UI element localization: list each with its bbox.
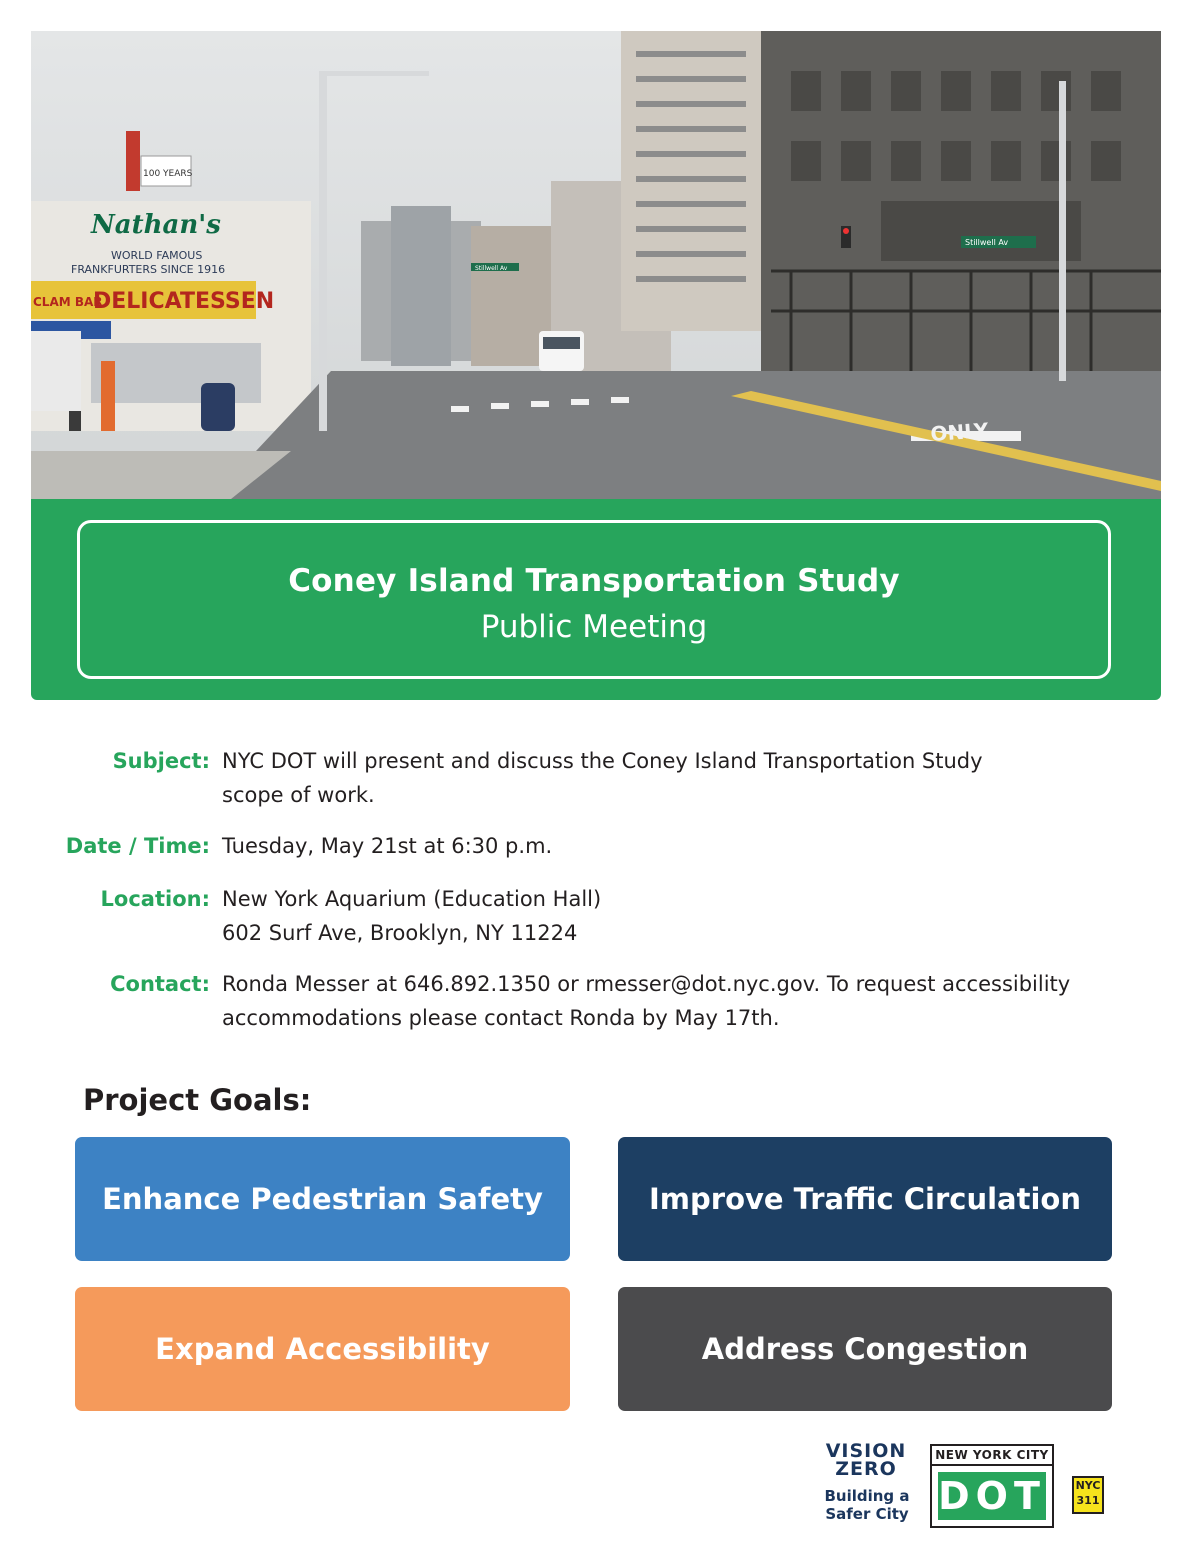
vision-zero-tagline-2: Safer City (825, 1505, 909, 1523)
detail-line: NYC DOT will present and discuss the Coney Island Transportation Study (222, 749, 983, 773)
detail-label: Contact: (110, 972, 210, 996)
detail-line: Tuesday, May 21st at 6:30 p.m. (222, 834, 553, 858)
street-photo (31, 31, 1161, 499)
vision-zero-word-1: VISION (825, 1440, 907, 1462)
sign-nathans: Nathan's (91, 210, 221, 240)
detail-line: scope of work. (222, 783, 375, 807)
detail-label: Subject: (112, 749, 210, 773)
sign-world-famous: WORLD FAMOUS (111, 249, 203, 262)
nyc-dot-logo (930, 1444, 1054, 1528)
sign-delicatessen: DELICATESSEN (93, 289, 275, 314)
detail-line: 602 Surf Ave, Brooklyn, NY 11224 (222, 921, 578, 945)
nyc-311-logo (1072, 1476, 1104, 1514)
goal-pedestrian-safety: Enhance Pedestrian Safety (75, 1137, 570, 1261)
dot-mark: DOT (938, 1474, 1046, 1518)
detail-line: New York Aquarium (Education Hall) (222, 887, 602, 911)
detail-value (222, 829, 1162, 863)
nyc311-line-1: NYC (1075, 1479, 1101, 1492)
goal-accessibility: Expand Accessibility (75, 1287, 570, 1411)
dot-header: NEW YORK CITY (932, 1446, 1052, 1466)
nyc311-line-2: 311 (1076, 1494, 1100, 1507)
street-photo-icon (31, 31, 1161, 499)
detail-value (222, 967, 1162, 1035)
vision-zero-word-2: ZERO (835, 1458, 897, 1480)
title-frame (77, 520, 1111, 679)
footer-logos (818, 1442, 1118, 1552)
project-goals-heading: Project Goals: (83, 1083, 312, 1117)
detail-value (222, 882, 1162, 950)
road-marking-only: ONLY (929, 418, 990, 446)
vision-zero-tagline-1: Building a (824, 1487, 910, 1505)
detail-value (222, 744, 1162, 812)
goal-traffic-circulation: Improve Traffic Circulation (618, 1137, 1112, 1261)
detail-line: accommodations please contact Ronda by May 17th. (222, 1006, 780, 1030)
detail-line: Ronda Messer at 646.892.1350 or rmesser@dot.nyc.gov. To request accessibility (222, 972, 1071, 996)
goal-congestion: Address Congestion (618, 1287, 1112, 1411)
title-banner (31, 499, 1161, 700)
street-sign-text: Stillwell Av (965, 238, 1009, 247)
page-subtitle: Public Meeting (480, 609, 708, 645)
street-sign-small: Stillwell Av (475, 265, 508, 272)
sign-clam-bar: CLAM BAR (33, 295, 103, 309)
detail-label: Date / Time: (65, 834, 210, 858)
vision-zero-tagline (822, 1487, 912, 1523)
detail-label: Location: (100, 887, 210, 911)
vision-zero-logo (822, 1442, 910, 1478)
page-title: Coney Island Transportation Study (288, 563, 900, 599)
sign-frankfurters: FRANKFURTERS SINCE 1916 (71, 263, 226, 276)
sign-years: 100 YEARS (143, 169, 193, 179)
